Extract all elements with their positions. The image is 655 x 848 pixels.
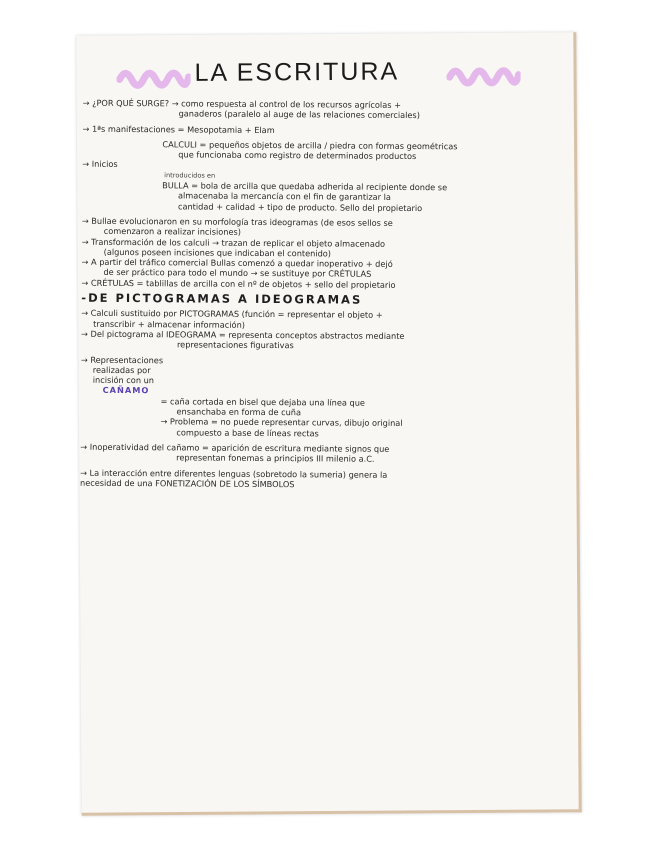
purple-wave-left-decoration <box>116 65 190 90</box>
note-line-highlight: CAÑAMO <box>102 385 150 396</box>
note-line: transcribir + almacenar información) <box>93 318 246 330</box>
note-line: comenzaron a realizar incisiones) <box>103 226 242 238</box>
note-line: → Bullae evolucionaron en su morfología tras ideogramas (de esos sellos se <box>81 215 393 228</box>
note-line: → ¿POR QUÉ SURGE? → como respuesta al control de los recursos agrícolas + <box>82 97 402 110</box>
note-line: compuesto a base de líneas rectas <box>176 426 319 438</box>
note-line: → Calculi sustituido por PICTOGRAMAS (función = representar el objeto + <box>81 308 383 321</box>
note-line: → A partir del tráfico comercial Bullas comenzó a quedar inoperativo + dejó <box>81 256 393 270</box>
note-line: → CRÉTULAS = tablillas de arcilla con el nº de objetos + sello del propietario <box>81 277 396 290</box>
note-line: cantidad + calidad + tipo de producto. Sello del propietario <box>177 201 423 213</box>
note-line: (algunos poseen incisiones que indicaban el contenido) <box>103 246 332 259</box>
notebook-page <box>76 32 581 815</box>
note-line: que funcionaba como registro de determinados productos <box>178 149 417 162</box>
note-line: ensanchaba en forma de cuña <box>176 406 302 418</box>
note-line: ganaderos (paralelo al auge de las relaciones comerciales) <box>178 108 420 121</box>
note-line: → Problema = no puede representar curvas, dibujo original <box>160 416 403 429</box>
note-line: necesidad de una FONETIZACIÓN DE LOS SÍMBOLOS <box>79 477 295 489</box>
purple-wave-right-decoration <box>446 63 520 88</box>
note-line: incisión con un <box>92 374 155 386</box>
note-line: CALCULI = pequeños objetos de arcilla / piedra con formas geométricas <box>162 139 458 152</box>
section-heading: -DE PICTOGRAMAS A IDEOGRAMAS <box>81 290 363 307</box>
note-line: → Transformación de los calculi → trazan de replicar el objeto almacenado <box>81 236 386 249</box>
note-line: → Del pictograma al IDEOGRAMA = representa conceptos abstractos mediante <box>81 328 405 341</box>
note-line: → Representaciones <box>80 354 164 365</box>
note-line: → Inoperatividad del cañamo = aparición de escritura mediante signos que <box>80 441 390 454</box>
note-line: → 1ªs manifestaciones = Mesopotamia + Elam <box>82 123 275 135</box>
note-line: representan fonemas a principios III milenio a.C. <box>176 452 375 464</box>
note-line-small: introducidos en <box>164 171 216 180</box>
note-line: = caña cortada en bisel que dejaba una línea que <box>160 395 366 408</box>
note-line: → La interacción entre diferentes lenguas (sobretodo la sumeria) genera la <box>80 467 388 480</box>
title-row <box>116 57 536 100</box>
page-title: LA ESCRITURA <box>194 57 400 87</box>
note-line: representaciones figurativas <box>176 339 294 351</box>
note-line: realizadas por <box>92 364 151 376</box>
note-line: → Inicios <box>82 159 118 170</box>
note-line: almacenaba la mercancía con el fin de garantizar la <box>177 190 391 203</box>
note-line: BULLA = bola de arcilla que quedaba adherida al recipiente donde se <box>162 180 448 193</box>
handwritten-notes <box>80 98 567 491</box>
note-line: de ser práctico para todo el mundo → se sustituye por CRÉTULAS <box>103 267 372 280</box>
